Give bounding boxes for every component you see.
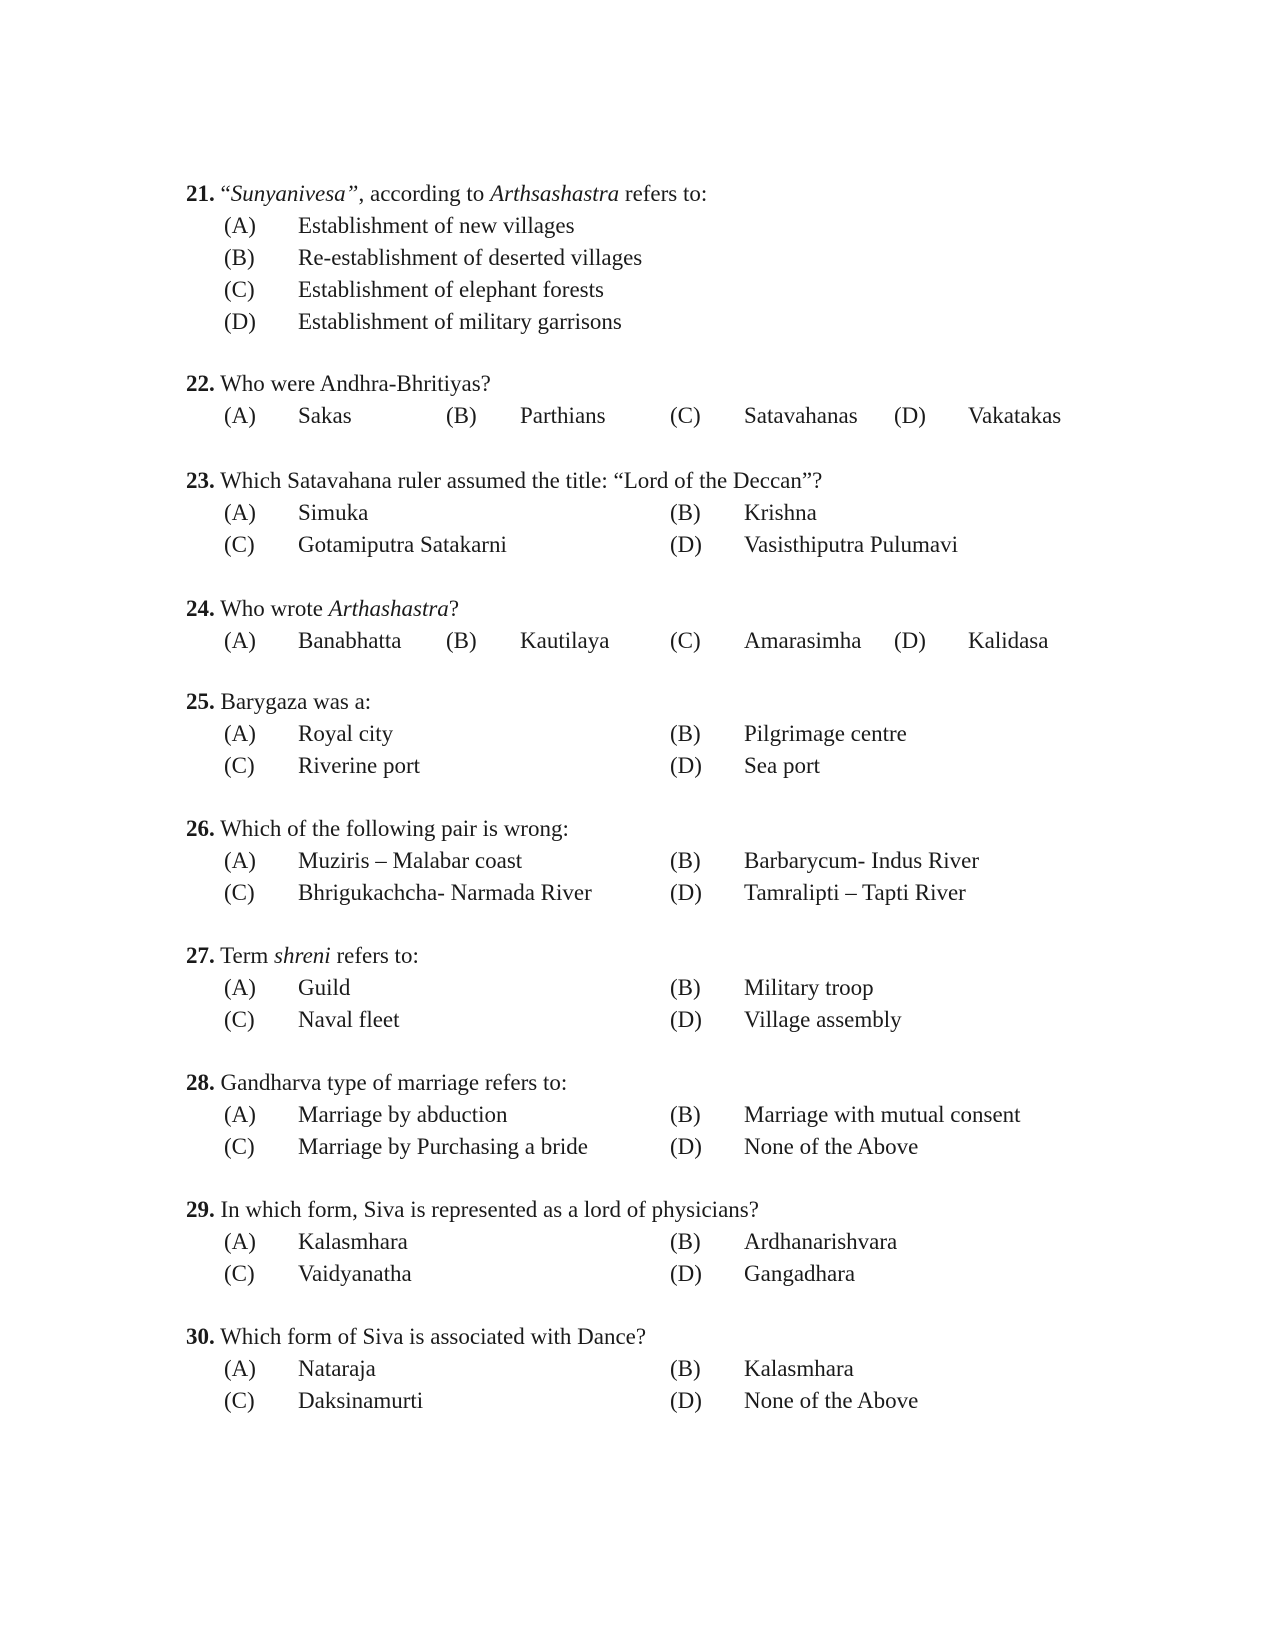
option-label: (B) bbox=[446, 403, 477, 428]
question-stem bbox=[186, 940, 1106, 972]
stem-italic-term: Sunyanivesa” bbox=[230, 181, 359, 206]
option-text: Kalasmhara bbox=[744, 1356, 854, 1381]
question-23 bbox=[186, 465, 1106, 561]
stem-italic-term: shreni bbox=[274, 943, 331, 968]
option-text: Tamralipti – Tapti River bbox=[744, 880, 966, 905]
question-24 bbox=[186, 593, 1106, 657]
question-stem bbox=[186, 813, 1106, 845]
option-text: Parthians bbox=[520, 403, 606, 428]
option-text: Establishment of new villages bbox=[298, 213, 575, 238]
option-label: (C) bbox=[224, 1388, 255, 1413]
options-row bbox=[186, 877, 1106, 909]
option-text: Gotamiputra Satakarni bbox=[298, 532, 507, 557]
option-label: (D) bbox=[224, 309, 256, 334]
option-label: (A) bbox=[224, 403, 256, 428]
option-text: Vakatakas bbox=[968, 403, 1062, 428]
option-label: (C) bbox=[224, 277, 255, 302]
option-text: Ardhanarishvara bbox=[744, 1229, 898, 1254]
option-text: Gangadhara bbox=[744, 1261, 856, 1286]
option-text: Marriage by Purchasing a bride bbox=[298, 1134, 588, 1159]
question-stem bbox=[186, 1321, 1106, 1353]
question-22 bbox=[186, 368, 1106, 432]
options-row bbox=[186, 1226, 1106, 1258]
option-label: (D) bbox=[670, 532, 702, 557]
option-label: (C) bbox=[670, 403, 701, 428]
option-label: (C) bbox=[224, 753, 255, 778]
option-c[interactable] bbox=[186, 274, 1106, 306]
option-text: Kalidasa bbox=[968, 628, 1049, 653]
option-text: Pilgrimage centre bbox=[744, 721, 907, 746]
option-label: (D) bbox=[894, 403, 926, 428]
question-stem bbox=[186, 593, 1106, 625]
options-row bbox=[186, 845, 1106, 877]
option-text: Vasisthiputra Pulumavi bbox=[744, 532, 959, 557]
question-stem bbox=[186, 1194, 1106, 1226]
question-stem bbox=[186, 368, 1106, 400]
question-number: 22. bbox=[186, 371, 215, 396]
option-text: Sea port bbox=[744, 753, 821, 778]
options-row bbox=[186, 400, 1106, 432]
option-label: (A) bbox=[224, 628, 256, 653]
question-number: 25. bbox=[186, 689, 215, 714]
options-row bbox=[186, 1131, 1106, 1163]
stem-text: ? bbox=[448, 596, 460, 621]
question-number: 21. bbox=[186, 181, 215, 206]
stem-text: Term bbox=[220, 943, 275, 968]
option-label: (A) bbox=[224, 975, 256, 1000]
option-text: Kautilaya bbox=[520, 628, 610, 653]
question-29 bbox=[186, 1194, 1106, 1290]
option-label: (B) bbox=[670, 721, 701, 746]
question-stem bbox=[186, 686, 1106, 718]
option-text: Amarasimha bbox=[744, 628, 862, 653]
options-row bbox=[186, 497, 1106, 529]
question-number: 23. bbox=[186, 468, 215, 493]
option-a[interactable] bbox=[186, 210, 1106, 242]
option-text: Naval fleet bbox=[298, 1007, 400, 1032]
option-text: Satavahanas bbox=[744, 403, 858, 428]
option-label: (A) bbox=[224, 500, 256, 525]
option-label: (D) bbox=[670, 753, 702, 778]
stem-text: Which Satavahana ruler assumed the title: “Lord of the Deccan”? bbox=[220, 468, 823, 493]
question-number: 29. bbox=[186, 1197, 215, 1222]
question-stem bbox=[186, 1067, 1106, 1099]
option-text: Guild bbox=[298, 975, 351, 1000]
option-text: Vaidyanatha bbox=[298, 1261, 412, 1286]
option-label: (B) bbox=[224, 245, 255, 270]
question-25 bbox=[186, 686, 1106, 782]
option-label: (D) bbox=[894, 628, 926, 653]
question-number: 27. bbox=[186, 943, 215, 968]
option-text: Bhrigukachcha- Narmada River bbox=[298, 880, 592, 905]
option-text: Re-establishment of deserted villages bbox=[298, 245, 643, 270]
option-label: (A) bbox=[224, 213, 256, 238]
option-label: (A) bbox=[224, 1356, 256, 1381]
question-stem bbox=[186, 178, 1106, 210]
stem-italic-term: Arthsashastra bbox=[490, 181, 620, 206]
stem-text: refers to: bbox=[330, 943, 419, 968]
stem-text: Barygaza was a: bbox=[220, 689, 372, 714]
option-label: (D) bbox=[670, 1388, 702, 1413]
option-label: (B) bbox=[446, 628, 477, 653]
stem-text: “ bbox=[220, 181, 231, 206]
option-text: Kalasmhara bbox=[298, 1229, 408, 1254]
option-label: (D) bbox=[670, 880, 702, 905]
option-label: (D) bbox=[670, 1007, 702, 1032]
option-label: (C) bbox=[670, 628, 701, 653]
question-26 bbox=[186, 813, 1106, 909]
option-text: Muziris – Malabar coast bbox=[298, 848, 523, 873]
option-text: Marriage with mutual consent bbox=[744, 1102, 1021, 1127]
question-number: 24. bbox=[186, 596, 215, 621]
option-label: (C) bbox=[224, 1134, 255, 1159]
option-label: (B) bbox=[670, 848, 701, 873]
stem-italic-term: Arthashastra bbox=[328, 596, 449, 621]
question-21 bbox=[186, 178, 1106, 338]
question-28 bbox=[186, 1067, 1106, 1163]
option-label: (B) bbox=[670, 975, 701, 1000]
option-text: Establishment of elephant forests bbox=[298, 277, 604, 302]
option-label: (A) bbox=[224, 721, 256, 746]
option-label: (C) bbox=[224, 532, 255, 557]
option-text: Banabhatta bbox=[298, 628, 402, 653]
options-row bbox=[186, 1385, 1106, 1417]
option-text: Military troop bbox=[744, 975, 874, 1000]
option-text: Riverine port bbox=[298, 753, 420, 778]
option-label: (D) bbox=[670, 1134, 702, 1159]
options-row bbox=[186, 972, 1106, 1004]
option-label: (B) bbox=[670, 1229, 701, 1254]
options-row bbox=[186, 529, 1106, 561]
question-27 bbox=[186, 940, 1106, 1036]
options-row bbox=[186, 1004, 1106, 1036]
question-number: 26. bbox=[186, 816, 215, 841]
option-text: Establishment of military garrisons bbox=[298, 309, 622, 334]
option-text: None of the Above bbox=[744, 1388, 919, 1413]
option-text: Marriage by abduction bbox=[298, 1102, 508, 1127]
option-text: Nataraja bbox=[298, 1356, 376, 1381]
options-row bbox=[186, 1099, 1106, 1131]
option-text: Simuka bbox=[298, 500, 369, 525]
option-label: (A) bbox=[224, 1229, 256, 1254]
option-label: (D) bbox=[670, 1261, 702, 1286]
option-label: (B) bbox=[670, 1356, 701, 1381]
question-number: 28. bbox=[186, 1070, 215, 1095]
question-number: 30. bbox=[186, 1324, 215, 1349]
stem-text: Gandharva type of marriage refers to: bbox=[220, 1070, 568, 1095]
option-text: Sakas bbox=[298, 403, 352, 428]
stem-text: refers to: bbox=[619, 181, 708, 206]
stem-text: Which form of Siva is associated with Dance? bbox=[220, 1324, 647, 1349]
stem-text: Who wrote bbox=[220, 596, 329, 621]
option-text: None of the Above bbox=[744, 1134, 919, 1159]
option-label: (A) bbox=[224, 848, 256, 873]
option-text: Daksinamurti bbox=[298, 1388, 424, 1413]
option-text: Village assembly bbox=[744, 1007, 902, 1032]
option-label: (C) bbox=[224, 1007, 255, 1032]
options-row bbox=[186, 1353, 1106, 1385]
option-text: Royal city bbox=[298, 721, 394, 746]
option-label: (C) bbox=[224, 1261, 255, 1286]
option-text: Krishna bbox=[744, 500, 817, 525]
stem-text: , according to bbox=[358, 181, 491, 206]
option-d[interactable] bbox=[186, 306, 1106, 338]
option-label: (A) bbox=[224, 1102, 256, 1127]
options-row bbox=[186, 625, 1106, 657]
option-b[interactable] bbox=[186, 242, 1106, 274]
question-30 bbox=[186, 1321, 1106, 1417]
question-stem bbox=[186, 465, 1106, 497]
options-row bbox=[186, 718, 1106, 750]
stem-text: Which of the following pair is wrong: bbox=[220, 816, 569, 841]
option-label: (B) bbox=[670, 1102, 701, 1127]
option-label: (C) bbox=[224, 880, 255, 905]
options-row bbox=[186, 750, 1106, 782]
options-row bbox=[186, 1258, 1106, 1290]
option-label: (B) bbox=[670, 500, 701, 525]
option-text: Barbarycum- Indus River bbox=[744, 848, 980, 873]
stem-text: Who were Andhra-Bhritiyas? bbox=[220, 371, 491, 396]
stem-text: In which form, Siva is represented as a lord of physicians? bbox=[220, 1197, 759, 1222]
